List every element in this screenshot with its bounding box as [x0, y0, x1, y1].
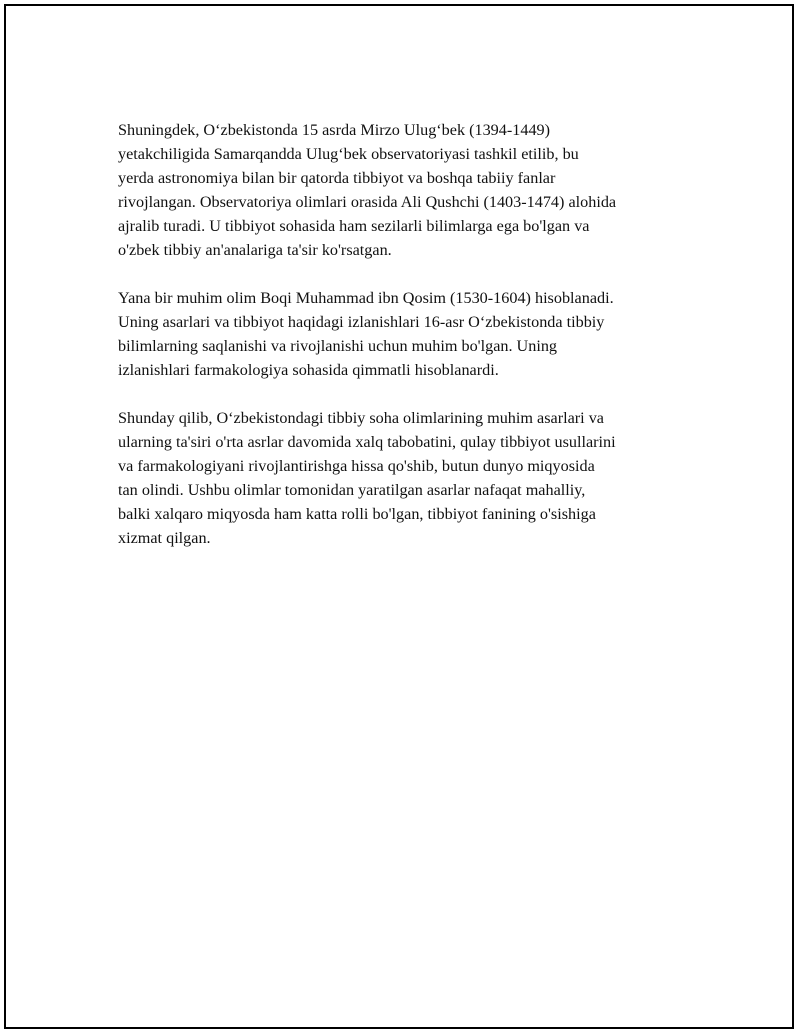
text-line: yetakchiligida Samarqandda Ulug‘bek observatoriyasi tashkil etilib, bu	[118, 145, 579, 163]
text-line: Uning asarlari va tibbiyot haqidagi izlanishlari 16-asr O‘zbekistonda tibbiy	[118, 313, 605, 331]
text-line: Yana bir muhim olim Boqi Muhammad ibn Qosim (1530-1604) hisoblanadi.	[118, 289, 614, 307]
text-line: yerda astronomiya bilan bir qatorda tibbiyot va boshqa tabiiy fanlar	[118, 169, 556, 187]
text-line: tan olindi. Ushbu olimlar tomonidan yaratilgan asarlar nafaqat mahalliy,	[118, 481, 586, 499]
text-line: va farmakologiyani rivojlantirishga hissa qo'shib, butun dunyo miqyosida	[118, 457, 595, 475]
text-line: Shuningdek, O‘zbekistonda 15 asrda Mirzo Ulug‘bek (1394-1449)	[118, 121, 551, 139]
text-line: rivojlangan. Observatoriya olimlari orasida Ali Qushchi (1403-1474) alohida	[118, 193, 617, 211]
text-line: bilimlarning saqlanishi va rivojlanishi uchun muhim bo'lgan. Uning	[118, 337, 558, 355]
paragraph-ulugbek	[118, 118, 693, 262]
text-line: izlanishlari farmakologiya sohasida qimmatli hisoblanardi.	[118, 361, 499, 379]
text-line: ularning ta'siri o'rta asrlar davomida xalq tabobatini, qulay tibbiyot usullarini	[118, 433, 616, 451]
text-line: xizmat qilgan.	[118, 529, 211, 547]
text-line: ajralib turadi. U tibbiyot sohasida ham sezilarli bilimlarga ega bo'lgan va	[118, 217, 590, 235]
paragraph-conclusion	[118, 406, 693, 550]
text-line: o'zbek tibbiy an'analariga ta'sir ko'rsatgan.	[118, 241, 392, 259]
paragraph-boqi-muhammad	[118, 286, 693, 382]
text-line: balki xalqaro miqyosda ham katta rolli bo'lgan, tibbiyot fanining o'sishiga	[118, 505, 596, 523]
document-body	[118, 118, 693, 574]
text-line: Shunday qilib, O‘zbekistondagi tibbiy soha olimlarining muhim asarlari va	[118, 409, 604, 427]
